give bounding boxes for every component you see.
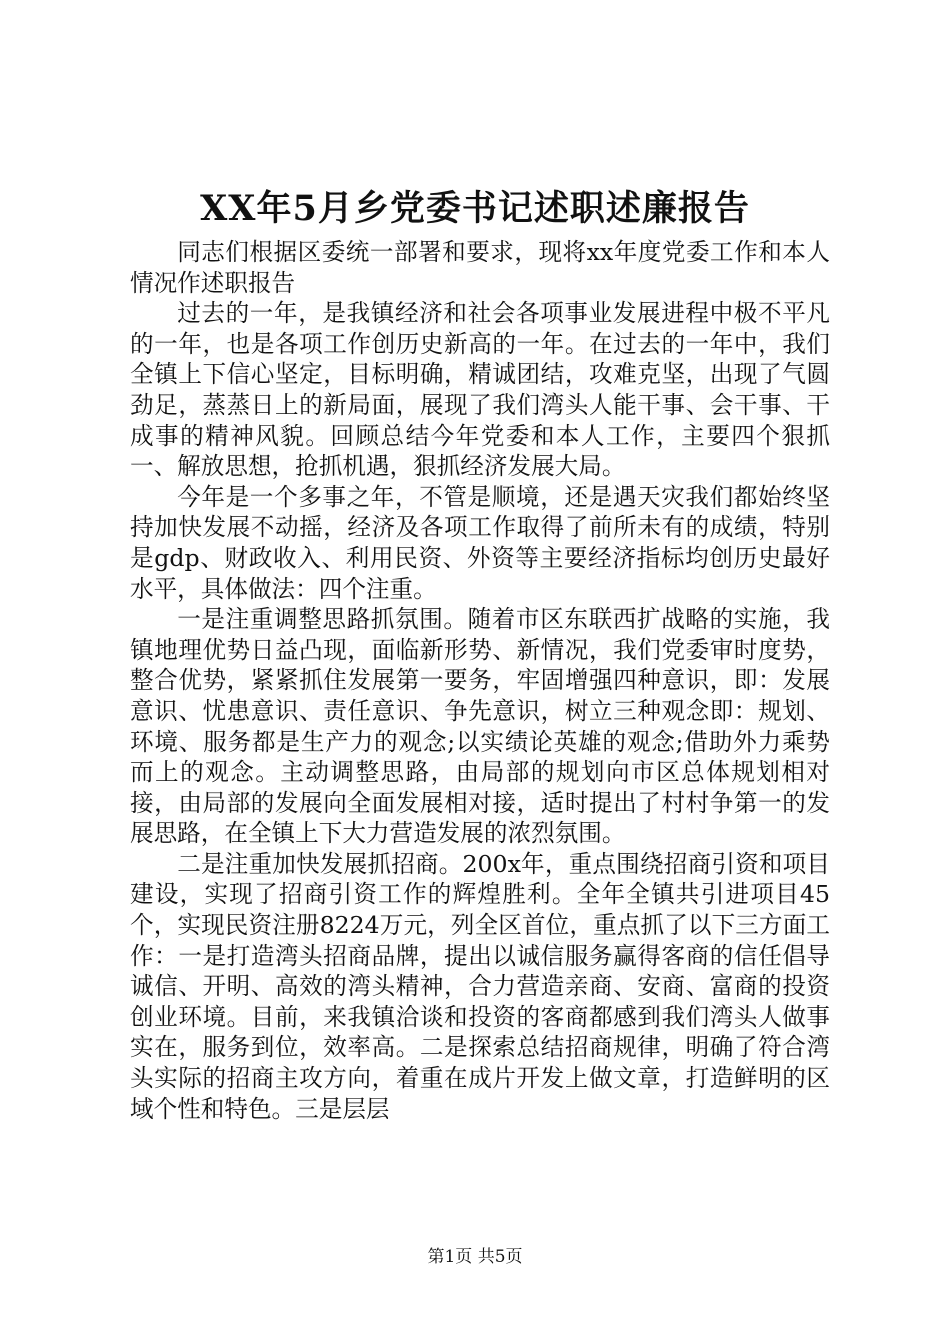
page-number-footer: 第1页 共5页 — [427, 1247, 523, 1267]
document-title: XX年5月乡党委书记述职述廉报告 — [200, 188, 750, 229]
paragraph-second-focus: 二是注重加快发展抓招商。200x年，重点围绕招商引资和项目建设，实现了招商引资工作的辉煌胜利。全年全镇共引进项目45个，实现民资注册8224万元，列全区首位，重点抓了以下三方面工作：一是打造湾头招商品牌，提出以诚信服务赢得客商的信任倡导诚信、开明、高效的湾头精神，合力营造亲商、安商、富商的投资创业环境。目前，来我镇洽谈和投资的客商都感到我们湾头人做事实在，服务到位，效率高。二是探索总结招商规律，明确了符合湾头实际的招商主攻方向，着重在成片开发上做文章，打造鲜明的区域个性和特色。三是层层 — [130, 849, 830, 1123]
paragraph-first-focus: 一是注重调整思路抓氛围。随着市区东联西扩战略的实施，我镇地理优势日益凸现，面临新形势、新情况，我们党委审时度势，整合优势，紧紧抓住发展第一要务，牢固增强四种意识，即：发展意识、忧患意识、责任意识、争先意识，树立三种观念即：规划、环境、服务都是生产力的观念;以实绩论英雄的观念;借助外力乘势而上的观念。主动调整思路，由局部的规划向市区总体规划相对接，由局部的发展向全面发展相对接，适时提出了村村争第一的发展思路，在全镇上下大力营造发展的浓烈氛围。 — [130, 605, 830, 848]
paragraph-intro: 同志们根据区委统一部署和要求，现将xx年度党委工作和本人情况作述职报告 — [130, 238, 830, 297]
document-body — [130, 237, 830, 1124]
paragraph-this-year: 今年是一个多事之年，不管是顺境，还是遇天灾我们都始终坚持加快发展不动摇，经济及各项工作取得了前所未有的成绩，特别是gdp、财政收入、利用民资、外资等主要经济指标均创历史最好水平，具体做法：四个注重。 — [130, 482, 830, 603]
paragraph-past-year: 过去的一年，是我镇经济和社会各项事业发展进程中极不平凡的一年，也是各项工作创历史新高的一年。在过去的一年中，我们全镇上下信心坚定，目标明确，精诚团结，攻难克坚，出现了气圆劲足，蒸蒸日上的新局面，展现了我们湾头人能干事、会干事、干成事的精神风貌。回顾总结今年党委和本人工作，主要四个狠抓一、解放思想，抢抓机遇，狠抓经济发展大局。 — [130, 299, 830, 481]
